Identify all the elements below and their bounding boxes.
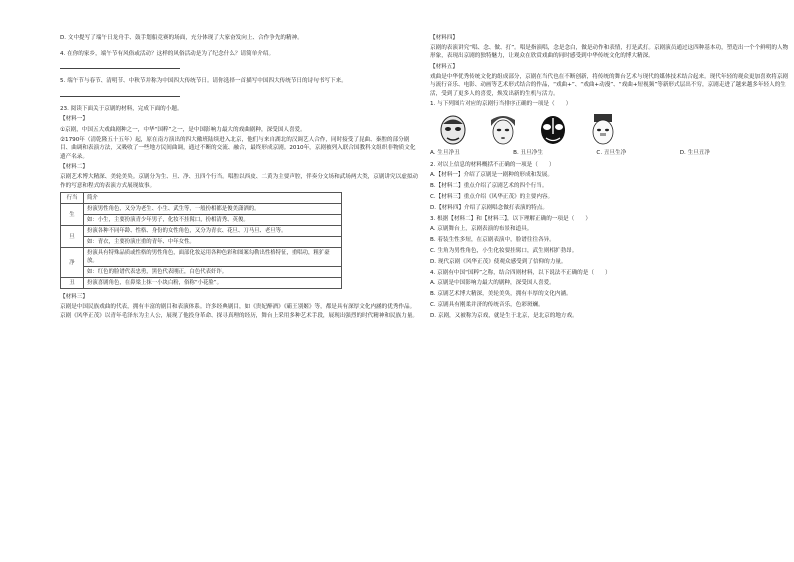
role-desc: 扮演具有特殊品质或性格的男性角色，面部化妆运用各种色彩和图案勾勒出性格特征，重唱功，粗犷豪放。 bbox=[84, 248, 342, 267]
question-3-option-a[interactable]: A. 京剧舞台上，京剧表演的布景和道具。 bbox=[430, 226, 533, 233]
opera-figures bbox=[438, 112, 790, 146]
question-2-option-c[interactable]: C.【材料三】重点介绍《风华正茂》的主要内容。 bbox=[430, 194, 554, 200]
question-2-option-a[interactable]: A.【材料一】介绍了京剧是一剧种的形成和发展。 bbox=[430, 172, 553, 179]
option-c[interactable]: C. 丑旦生净 bbox=[596, 150, 627, 157]
table-header: 行当 bbox=[61, 193, 84, 204]
question-3: 3. 根据【材料二】和【材料三】，以下理解正确的一项是（ ） bbox=[430, 215, 591, 222]
question-4-option-a[interactable]: A. 京剧是中国影响力最大的剧种，深受国人喜爱。 bbox=[430, 280, 555, 287]
material-4-tag: 【材料四】 bbox=[430, 35, 458, 41]
role-cell: 旦 bbox=[61, 226, 84, 248]
question-4-right: 4. 京剧有中国“国粹”之称，结合四则材料，以下说法不正确的是（ ） bbox=[430, 269, 611, 276]
fig-options bbox=[430, 149, 710, 157]
material-5-tag: 【材料五】 bbox=[430, 64, 458, 70]
material-1-tag: 【材料一】 bbox=[60, 116, 88, 123]
option-a[interactable]: A. 生旦净丑 bbox=[430, 150, 460, 157]
role-desc: 如：红色的脸谱代表忠勇，黑色代表刚正，白色代表奸诈。 bbox=[84, 267, 342, 278]
role-desc: 扮演各种不同年龄、性格、身份的女性角色，又分为青衣、花旦、刀马旦、老旦等。 bbox=[84, 226, 342, 237]
option-d[interactable]: D. 生旦丑净 bbox=[679, 150, 710, 157]
left-column bbox=[60, 34, 420, 322]
question-4-option-d[interactable]: D. 京剧，又被称为京戏，就是生于北京，是北京的地方戏。 bbox=[430, 312, 578, 319]
question-2-option-d[interactable]: D.【材料四】介绍了京剧唱念做打表演的特点。 bbox=[430, 204, 548, 211]
question-4: 4. 在你的家乡，端午节有风俗或活动？这样的风俗活动是为了纪念什么？请简单介绍。 bbox=[60, 50, 275, 57]
question-2: 2. 对以上信息的材料概括不正确的一项是（ ） bbox=[430, 161, 555, 168]
question-3-option-c[interactable]: C. 生角为男性角色，小生化妆要挂髯口，武生则相扩勃昂。 bbox=[430, 247, 578, 254]
question-1: 1. 与下列图片对应的京剧行当排序正确的一项是（ ） bbox=[430, 101, 572, 108]
roles-table bbox=[60, 192, 342, 289]
table-row bbox=[61, 248, 342, 267]
question-2-option-b[interactable]: B.【材料二】重点介绍了京剧艺术的四个行当。 bbox=[430, 183, 548, 190]
role-cell: 丑 bbox=[61, 278, 84, 289]
material-3-para: 京剧是中国民族戏曲的代表，拥有丰富的剧目和表演体系。许多经典剧目，如《贵妃醉酒》《霸王别姬》等，都是具有深厚文化内涵的优秀作品。京剧《风华正茂》以青年毛泽东为主人公，展现了他投身革命、探寻真理的经历，舞台上采用多种艺术手段，展现出强烈的时代精神和民族力量。 bbox=[60, 304, 419, 319]
role-desc: 扮演男性角色，又分为老生、小生、武生等，一般扮相都是俊美潇洒的。 bbox=[84, 204, 342, 215]
option-b[interactable]: B. 丑旦净生 bbox=[513, 150, 543, 157]
answer-line[interactable] bbox=[60, 60, 180, 69]
question-4-option-c[interactable]: C. 京剧具有刚柔并济的传统音乐，色彩斑斓。 bbox=[430, 301, 544, 308]
material-4-para: 京剧的表演讲究“唱、念、做、打”。唱是指演唱，念是念白，做是动作和表情，打是武打。京剧演员通过这四种基本功，塑造出一个个鲜明的人物形象，表现出京剧的独特魅力，让观众在欣赏戏曲的同时感受到中华传统文化的博大精深。 bbox=[430, 45, 789, 60]
material-5-para: 戏曲是中华优秀传统文化的组成部分，京剧在当代也在不断创新，将传统的舞台艺术与现代的媒体技术结合起来。现代年轻的观众更加喜欢将京剧与流行音乐、电影、动画等艺术形式结合的作品，“戏曲+”、“戏曲+动漫”、“戏曲+短视频”等新形式层出不穷，京剧走进了越来越多年轻人的生活，受到了更多人的喜爱，焕发出新的生机与活力。 bbox=[430, 74, 789, 97]
material-1-para-2: ②1790年（清乾隆五十五年）起，原在南方演出的四大徽班陆续进入北京，他们与来自湖北的汉调艺人合作，同时接受了昆曲、秦腔的部分剧目、曲调和表演方法，又吸收了一些地方民间曲调，通过不断的交流、融合，最终形成京剧。2010年，京剧被列入联合国教科文组织非物质文化遗产名录。 bbox=[60, 137, 416, 160]
opera-mask-icon-2 bbox=[488, 112, 518, 146]
table-row bbox=[61, 278, 342, 289]
role-cell: 净 bbox=[61, 248, 84, 278]
role-desc: 如：青衣，主要扮演庄重的青年、中年女性。 bbox=[84, 237, 342, 248]
table-row bbox=[61, 215, 342, 226]
table-row bbox=[61, 226, 342, 237]
option-d-text: D. 文中提写了端午日龙舟手、鼓手划船竞赛的场面，充分体现了大家奋发向上、合作争先的精神。 bbox=[60, 35, 303, 41]
table-row bbox=[61, 204, 342, 215]
opera-mask-icon-4 bbox=[588, 112, 618, 146]
opera-mask-icon-1 bbox=[438, 112, 468, 146]
material-1-para-1: ①京剧，中国五大戏曲剧种之一，中华“国粹”之一，是中国影响力最大的戏曲剧种，深受国人喜爱。 bbox=[60, 126, 306, 133]
material-2-tag: 【材料二】 bbox=[60, 164, 88, 171]
role-desc: 如：小生，主要扮演青少年男子，化妆不挂髯口，扮相清秀、英俊。 bbox=[84, 215, 342, 226]
role-desc: 扮演喜剧角色，在鼻梁上抹一小块白粉，俗称“小花脸”。 bbox=[84, 278, 342, 289]
material-3-tag: 【材料三】 bbox=[60, 294, 88, 301]
question-3-option-b[interactable]: B. 着装生性多短，在京剧表演中，脸谱往往各异。 bbox=[430, 237, 555, 244]
role-cell: 生 bbox=[61, 204, 84, 226]
question-3-option-d[interactable]: D. 现代京剧《风华正茂》使观众感受到了信仰的力量。 bbox=[430, 258, 567, 265]
question-5: 5. 端午节与春节、清明节、中秋节并称为中国四大传统节日。请你选择一首描写中国四大传统节日的诗句书写下来。 bbox=[60, 78, 347, 85]
question-4-option-b[interactable]: B. 京剧艺术博大精深，美轮美奂，拥有丰厚的文化内涵。 bbox=[430, 291, 572, 298]
question-23: 23. 阅读下面关于京剧的材料，完成下面的小题。 bbox=[60, 105, 183, 112]
table-header: 简介 bbox=[84, 193, 342, 204]
opera-mask-icon-3 bbox=[538, 112, 568, 146]
right-column bbox=[430, 34, 790, 323]
material-2-para: 京剧艺术博大精深、美轮美奂。京剧分为生、旦、净、丑四个行当。唱腔以西皮、二黄为主要声腔，伴奏分文场和武场两大类，京剧讲究以虚拟动作的写意和程式的表演方式展现故事。 bbox=[60, 174, 419, 189]
table-header-row bbox=[61, 193, 342, 204]
table-row bbox=[61, 237, 342, 248]
answer-line[interactable] bbox=[60, 88, 180, 97]
table-row bbox=[61, 267, 342, 278]
